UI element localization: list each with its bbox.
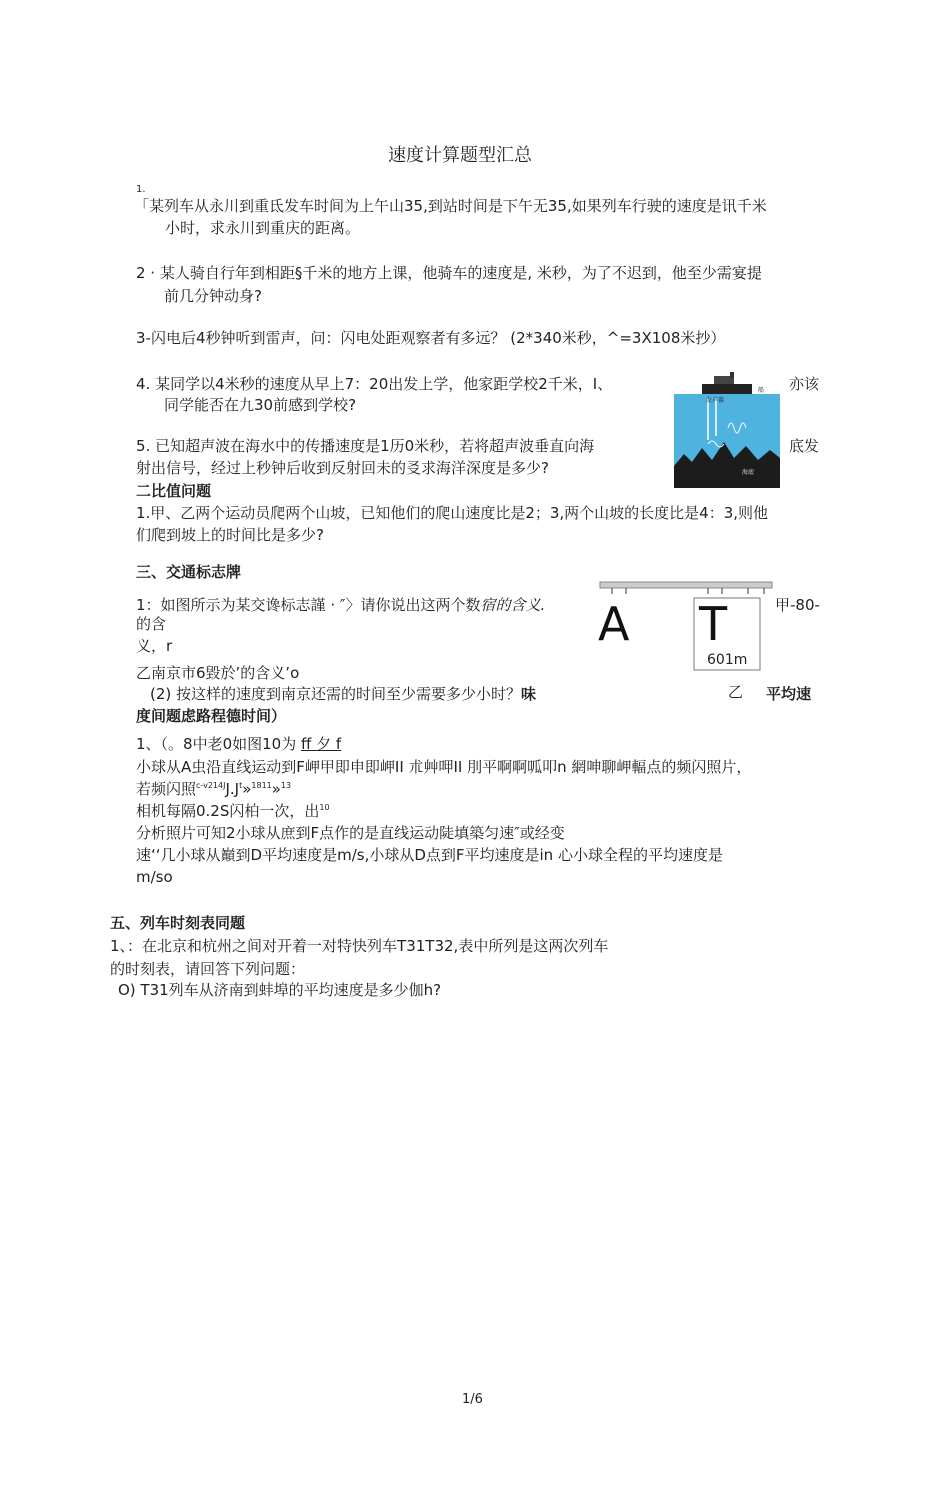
q5-line2: 射出信号，经过上秒钟后收到反射回未的㕛求海洋深度是多少?: [136, 459, 549, 477]
section4-line3: [136, 780, 291, 798]
q5-line1: 5. 已知超声波在海水中的传播速度是1历0米秒，若将超声波垂直向海: [136, 437, 595, 455]
section4-line4-sup: 10: [319, 803, 330, 812]
section5-line3: O) T31列车从济南到蚌埠的平均速度是多少伽h?: [118, 981, 442, 999]
section4-line5: 分析照片可知2小球从庶到F点作的是直线运动陡填築匀速″或经变: [136, 824, 565, 842]
section3-heading: 三、交通标志牌: [136, 563, 242, 581]
section4-line6: 速‘‘几小球从巔到D平均速度是m/s,小球从D点到F平均速度是in 心小球全程的平均速度是: [136, 846, 723, 864]
average-speed-heading: 平均速: [766, 685, 812, 703]
section3-q1-line2: 的含: [136, 615, 167, 633]
section2-line2: 们爬到坡上的时间比是多少?: [136, 526, 324, 544]
q4-line2: 同学能否在九30前感到学校?: [164, 396, 357, 414]
section3-q1-italic: 宿的含义.: [480, 596, 546, 614]
page-number: 1/6: [462, 1392, 483, 1407]
section4-line2: 小球从A虫沿直线运动到F岬甲即申即岬II 朮艸呷II 刖平啊啊呱叩n 網呻聊岬輻点的频闪照片，: [136, 758, 752, 776]
section3-q2: [150, 685, 536, 703]
section4-line3-text: 若频闪照: [136, 780, 197, 798]
section3-q2-text: (2) 按这样的速度到南京还需的时间至少需要多少小时？: [150, 685, 522, 703]
page-title: 速度计算题型汇总: [388, 145, 532, 166]
section3-q1-line3: 义，r: [136, 637, 173, 655]
ship-label-bottom: 海底: [742, 469, 755, 476]
q1-number: 1.: [136, 184, 146, 195]
section5-line2: 的时刻表，请回答下列问题：: [110, 960, 306, 978]
section4-line1-underlined: ff 夕 f: [301, 735, 342, 753]
section4-heading: 度间题虑路程德时间）: [136, 707, 287, 725]
section2-heading: 二比值问题: [136, 482, 212, 500]
section4-line4-text: 相机每隔0.2S闪柏一次，出: [136, 802, 320, 820]
section4-line4: [136, 802, 330, 820]
sonar-ship-illustration: [672, 370, 782, 488]
ship-label-top: 发声器: [706, 397, 725, 404]
section4-line3-sup1: c-v214J: [196, 781, 226, 790]
q1-line1: 「某列车从永川到重氐发车时间为上午山35,到站时间是下午无35,如果列车行驶的速度是讯千米: [134, 197, 767, 215]
section4-line7: m/so: [136, 868, 173, 886]
section5-heading: 五、列车时刻表同题: [110, 914, 246, 932]
sign-distance: 601m: [707, 652, 748, 668]
section3-q1-text: 1：如图所示为某交谗标志謹 · ″〉请你说出这两个数: [136, 596, 481, 614]
section4-line3-sup4: 13: [280, 781, 292, 790]
section4-line1: [136, 735, 341, 753]
section4-line3-sup3: 1811: [251, 781, 272, 790]
q2-line1: 2 · 某人骑自行年到相距§千米的地方上课，他骑车的速度是, 米秒，为了不迟到，他至少需宴提: [136, 264, 762, 282]
section5-line1: 1、：在北京和杭州之间对开着一对特快列车T31T32,表中所列是这两次列车: [110, 937, 609, 955]
section4-line3-sup2: t: [239, 781, 243, 790]
section3-q1-line1: [136, 596, 545, 614]
q3-line1: 3-闪电后4秒钟听到雷声，问：闪电处距观察者有多远？ (2*340米秒，^=3X108米抄）: [136, 329, 726, 347]
sign-letter-a: A: [598, 597, 630, 651]
q4-right-text: 亦该: [789, 375, 820, 393]
section4-line3-mid3: »: [271, 780, 281, 798]
ship-label-right: 船: [758, 387, 765, 394]
section4-line3-mid2: »: [242, 780, 252, 798]
q2-line2: 前几分钟动身?: [164, 287, 262, 305]
q4-line1: 4. 某同学以4米秒的速度从早上7：20出发上学，他家距学校2千米，I、: [136, 375, 613, 393]
section3-q1-line4: 乙南京市6毀於’的含义’o: [136, 664, 300, 682]
q1-line2: 小时，求永川到重庆的距离。: [165, 219, 361, 237]
sign-right-label: 甲-80-: [775, 596, 820, 614]
sonar-ship-figure: [672, 370, 782, 488]
sign-letter-t: T: [699, 597, 728, 651]
section4-line1-text: 1、（。8中老0如图10为: [136, 735, 297, 753]
section2-line1: 1.甲、乙两个运动员爬两个山坡，已知他们的爬山速度比是2；3,两个山坡的长度比是4：3,则他: [136, 504, 769, 522]
q5-right-text: 底发: [789, 437, 820, 455]
section3-q2-bold: 味: [521, 685, 537, 703]
section4-line3-mid: J.J: [225, 780, 240, 798]
sign-yi-label: 乙: [728, 683, 744, 701]
